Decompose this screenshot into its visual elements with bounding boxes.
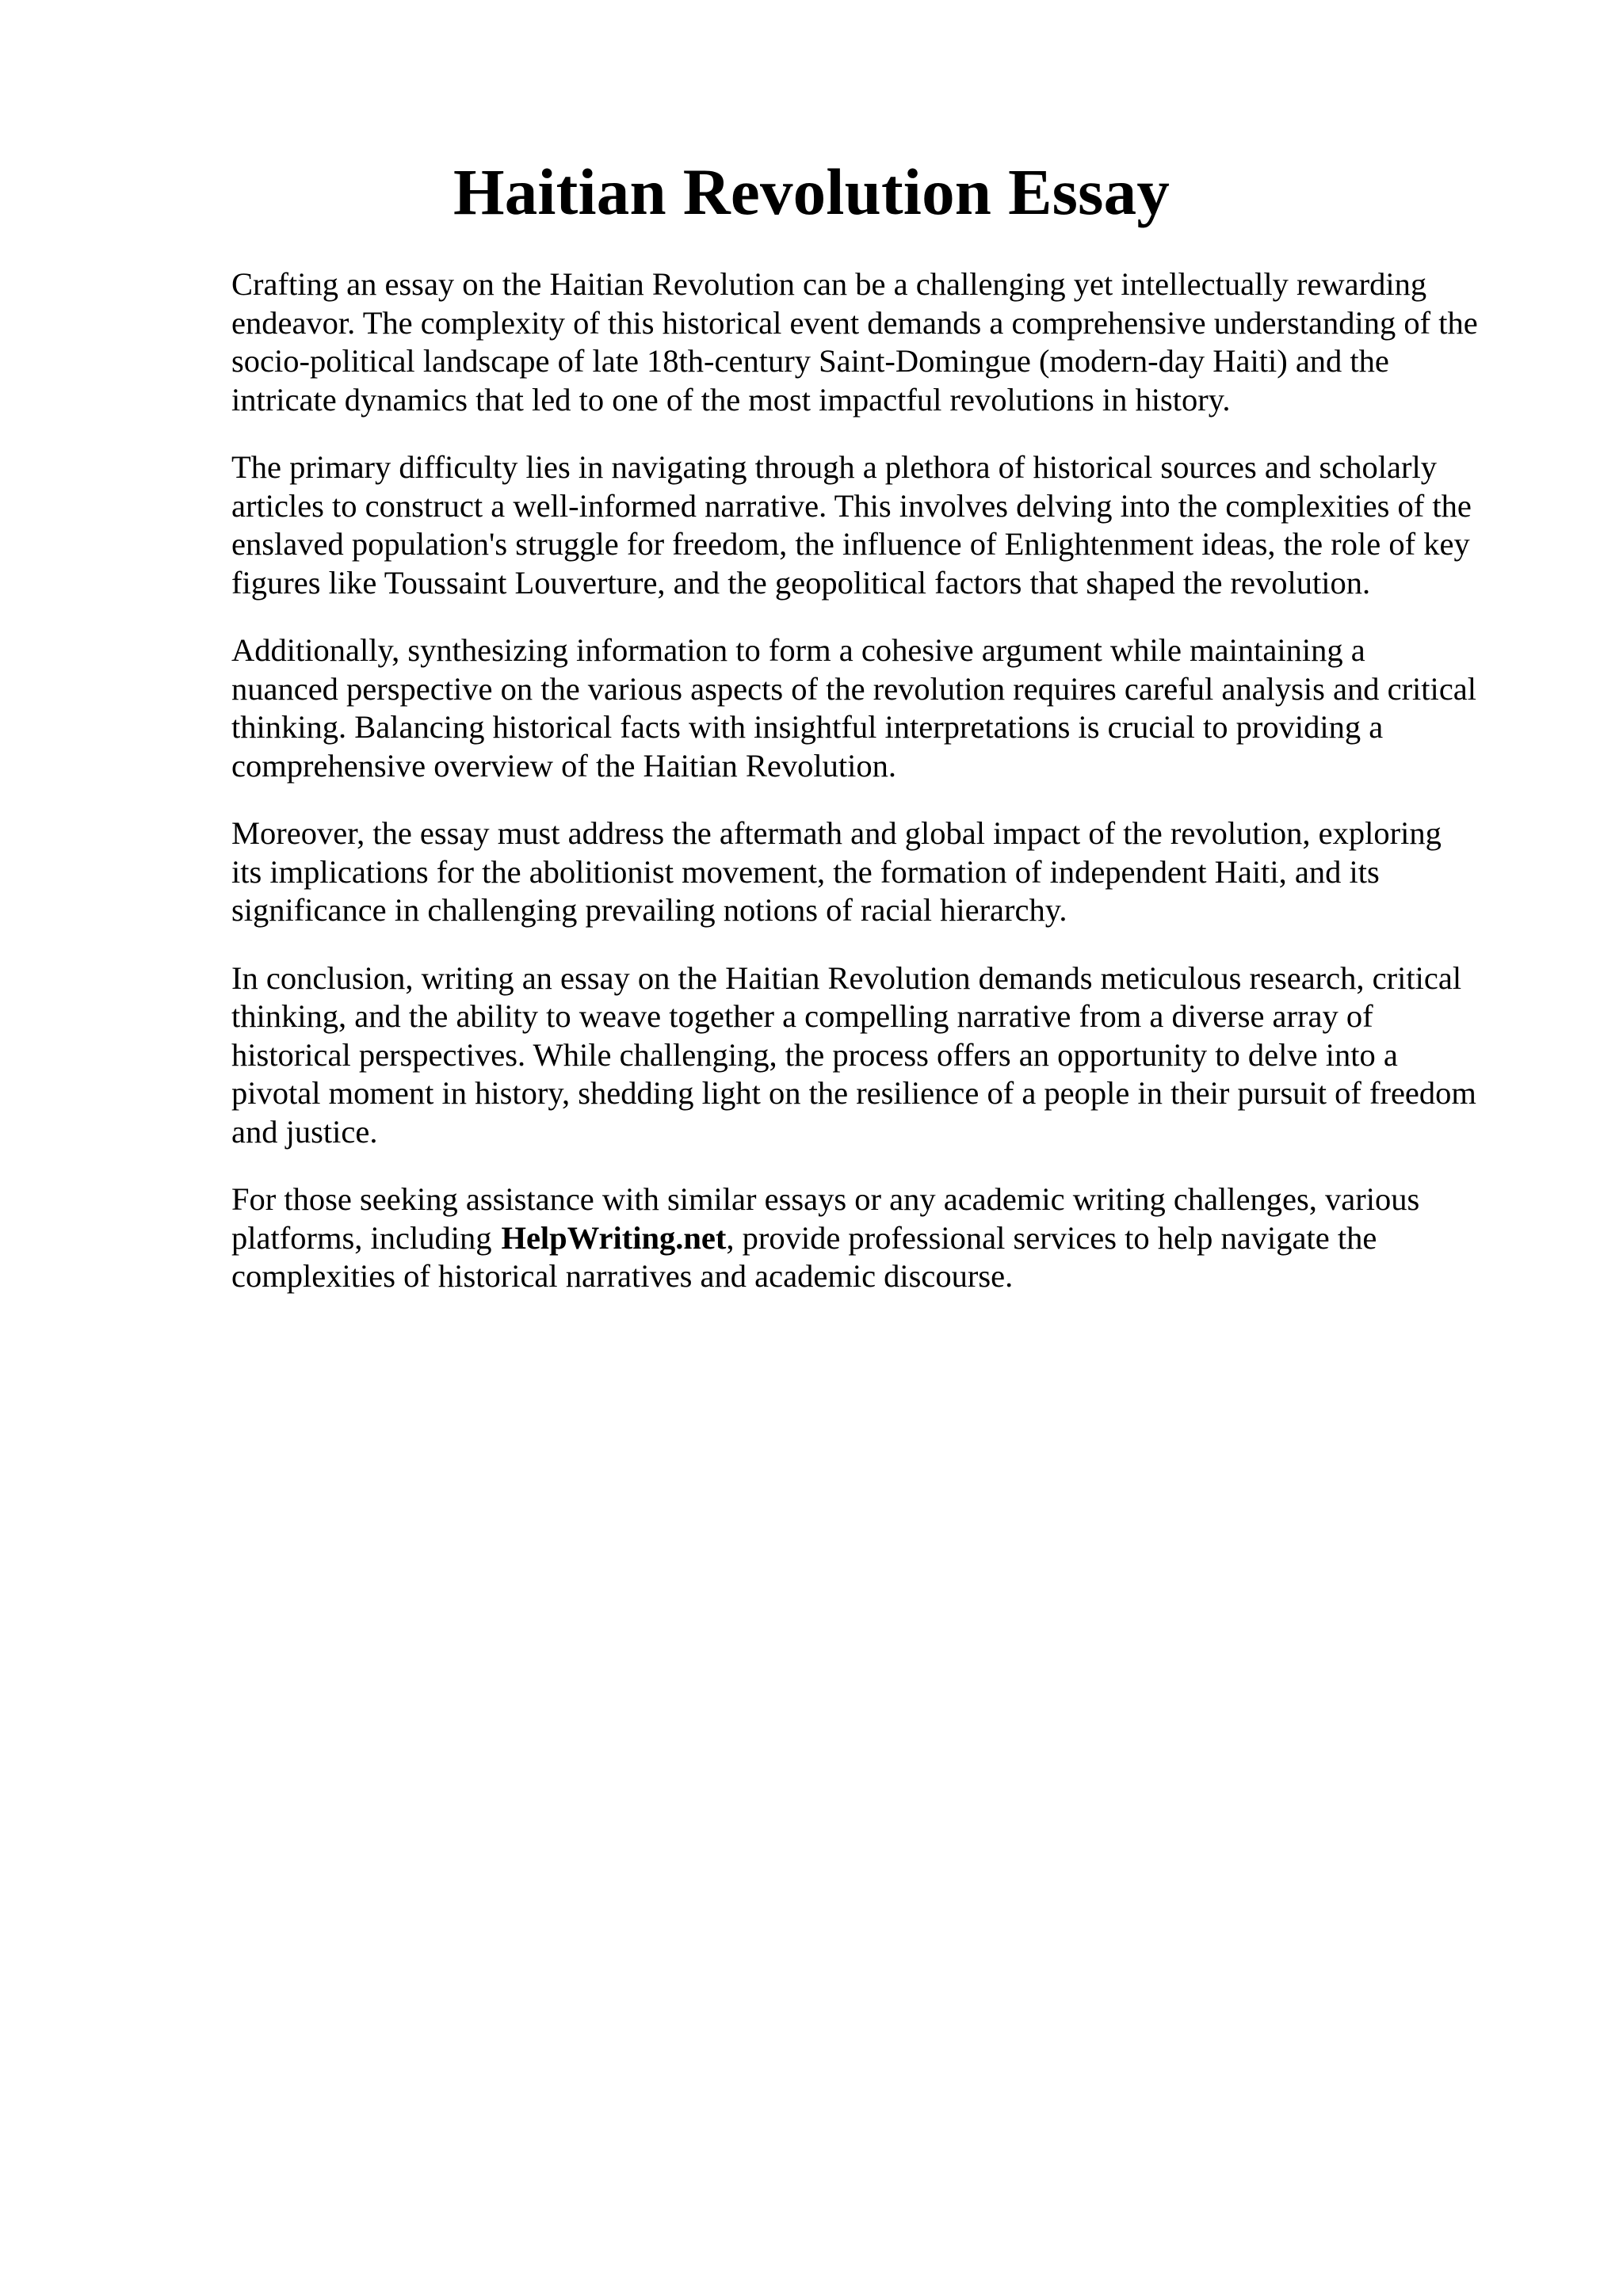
paragraph-line: enslaved population's struggle for freedom, the influence of Enlightenment ideas, the role of key: [231, 526, 1470, 562]
paragraph-line: figures like Toussaint Louverture, and the geopolitical factors that shaped the revolution.: [231, 564, 1371, 601]
paragraph-3: [231, 631, 1531, 785]
paragraph-line: socio-political landscape of late 18th-century Saint-Domingue (modern-day Haiti) and the: [231, 343, 1389, 379]
paragraph-line-with-link: [231, 1219, 1531, 1258]
line-text-after-link: , provide professional services to help navigate the: [726, 1219, 1377, 1256]
helpwriting-link[interactable]: HelpWriting.net: [501, 1219, 727, 1256]
paragraph-1: [231, 265, 1531, 419]
line-text-before-link: platforms, including: [231, 1219, 492, 1256]
paragraph-line: comprehensive overview of the Haitian Revolution.: [231, 747, 897, 784]
document-body: [231, 265, 1531, 1325]
paragraph-line: pivotal moment in history, shedding light on the resilience of a people in their pursuit of freedom: [231, 1075, 1476, 1111]
paragraph-line: complexities of historical narratives and academic discourse.: [231, 1258, 1014, 1294]
paragraph-line: and justice.: [231, 1113, 378, 1150]
paragraph-5: [231, 959, 1531, 1152]
paragraph-line: In conclusion, writing an essay on the Haitian Revolution demands meticulous research, critical: [231, 959, 1462, 996]
paragraph-line: thinking, and the ability to weave together a compelling narrative from a diverse array of: [231, 998, 1373, 1034]
paragraph-line: nuanced perspective on the various aspects of the revolution requires careful analysis and critical: [231, 670, 1477, 707]
paragraph-line: historical perspectives. While challenging, the process offers an opportunity to delve into a: [231, 1036, 1398, 1073]
paragraph-4: [231, 814, 1531, 930]
paragraph-2: [231, 448, 1531, 602]
paragraph-line: endeavor. The complexity of this historical event demands a comprehensive understanding of the: [231, 304, 1478, 341]
paragraph-line: articles to construct a well-informed narrative. This involves delving into the complexities of the: [231, 487, 1472, 524]
paragraph-line: Moreover, the essay must address the aftermath and global impact of the revolution, exploring: [231, 815, 1442, 851]
paragraph-line: For those seeking assistance with similar essays or any academic writing challenges, various: [231, 1181, 1420, 1217]
paragraph-line: intricate dynamics that led to one of the most impactful revolutions in history.: [231, 381, 1231, 418]
paragraph-line: Additionally, synthesizing information to form a cohesive argument while maintaining a: [231, 632, 1365, 668]
paragraph-line: significance in challenging prevailing notions of racial hierarchy.: [231, 892, 1067, 928]
paragraph-line: Crafting an essay on the Haitian Revolution can be a challenging yet intellectually rewarding: [231, 266, 1427, 302]
document-title: Haitian Revolution Essay: [453, 155, 1170, 228]
paragraph-line: The primary difficulty lies in navigating through a plethora of historical sources and scholarly: [231, 449, 1437, 485]
paragraph-line: thinking. Balancing historical facts with insightful interpretations is crucial to providing a: [231, 709, 1384, 745]
paragraph-6: [231, 1180, 1531, 1296]
paragraph-line: its implications for the abolitionist movement, the formation of independent Haiti, and its: [231, 853, 1380, 890]
